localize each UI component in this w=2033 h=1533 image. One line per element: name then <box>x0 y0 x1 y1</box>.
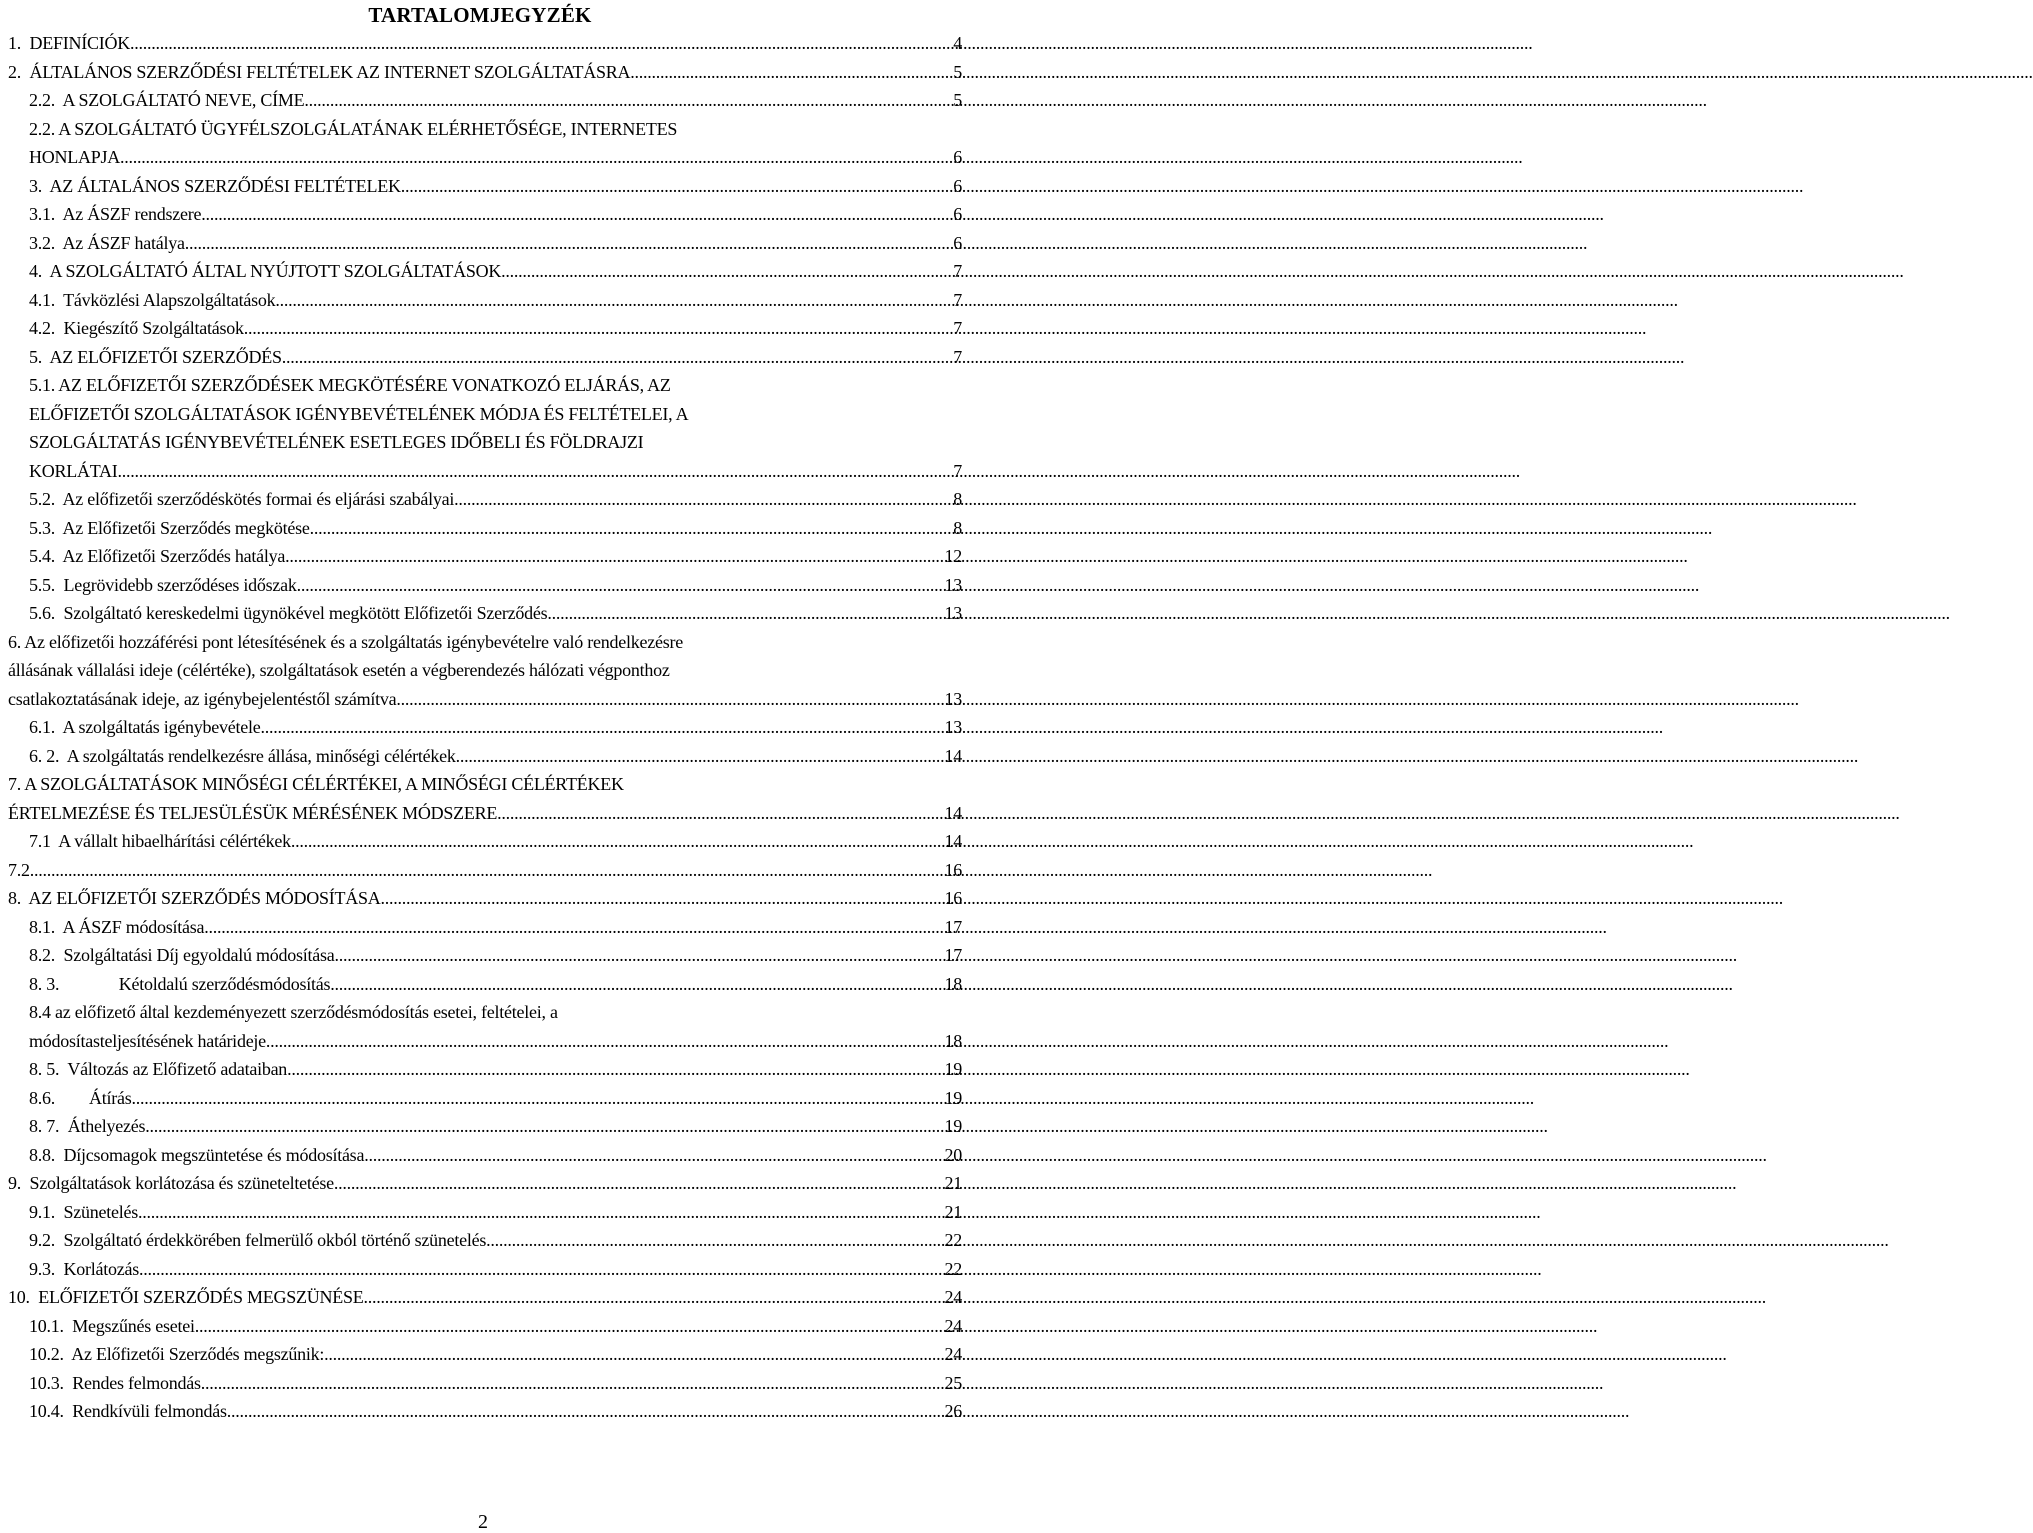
toc-page-number: 24 <box>944 1287 962 1307</box>
toc-entry[interactable] <box>8 1084 962 1113</box>
toc-entry-text: 8. AZ ELŐFIZETŐI SZERZŐDÉS MÓDOSÍTÁSA <box>8 888 381 908</box>
toc-entry-text: 2.2. A SZOLGÁLTATÓ NEVE, CÍME <box>29 90 305 110</box>
toc-entry-text: 5. AZ ELŐFIZETŐI SZERZŐDÉS <box>29 346 282 367</box>
toc-entry-text: 9.1. Szünetelés <box>29 1201 138 1222</box>
toc-entry[interactable] <box>8 257 962 286</box>
toc-page-number: 8 <box>953 517 962 538</box>
dot-leader <box>138 1198 945 1227</box>
toc-entry[interactable] <box>8 286 962 315</box>
toc-entry[interactable] <box>8 941 962 970</box>
toc-entry-text-line: 2.2. A SZOLGÁLTATÓ ÜGYFÉLSZOLGÁLATÁNAK ELÉRHETŐSÉGE, INTERNETES <box>29 118 678 139</box>
dot-leader <box>497 799 944 828</box>
toc-entry[interactable] <box>8 86 962 115</box>
toc-page-number: 5 <box>953 90 962 110</box>
toc-page-number: 16 <box>944 859 962 880</box>
toc-entry-text: 3.1. Az ÁSZF rendszere <box>29 204 202 224</box>
toc-entry[interactable] <box>8 856 962 885</box>
page-number: 2 <box>478 1511 488 1533</box>
toc-entry-text: 7.1 A vállalt hibaelhárítási célértékek <box>29 831 291 851</box>
dot-leader <box>304 86 953 115</box>
toc-entry[interactable] <box>8 970 962 999</box>
toc-page-number: 6 <box>953 175 962 196</box>
dot-leader <box>381 884 945 913</box>
toc-entry-text-line: 6. Az előfizetői hozzáférési pont létesítésének és a szolgáltatás igénybevételre való rendelkezésre <box>8 631 683 652</box>
toc-page-number: 6 <box>953 232 962 253</box>
toc-entry-text: 8.2. Szolgáltatási Díj egyoldalú módosítása <box>29 945 335 965</box>
toc-page-number: 22 <box>944 1230 962 1250</box>
toc-page-number: 17 <box>944 945 962 965</box>
toc-entry[interactable] <box>8 29 962 58</box>
dot-leader <box>401 172 954 201</box>
dot-leader <box>275 286 953 315</box>
dot-leader <box>501 257 953 286</box>
dot-leader <box>244 314 954 343</box>
dot-leader <box>139 1255 945 1284</box>
toc-page-number: 21 <box>944 1173 962 1193</box>
toc-page-number: 6 <box>953 204 962 224</box>
toc-entry[interactable] <box>8 1112 962 1141</box>
toc-entry-text: 8.6. Átírás <box>29 1087 132 1108</box>
toc-entry-text-line: ELŐFIZETŐI SZOLGÁLTATÁSOK IGÉNYBEVÉTELÉNEK MÓDJA ÉS FELTÉTELEI, A <box>29 403 689 424</box>
toc-entry-text-line: SZOLGÁLTATÁS IGÉNYBEVÉTELÉNEK ESETLEGES IDŐBELI ÉS FÖLDRAJZI <box>29 432 644 452</box>
toc-entry[interactable] <box>8 913 962 942</box>
toc-entry[interactable] <box>8 628 962 714</box>
toc-entry[interactable] <box>8 314 962 343</box>
toc-entry[interactable] <box>8 343 962 372</box>
toc-entry-text: 5.5. Legrövidebb szerződéses időszak <box>29 574 297 595</box>
toc-page-number: 13 <box>944 603 962 623</box>
dot-leader <box>185 229 954 258</box>
toc-page-number: 26 <box>944 1401 962 1421</box>
toc-entry-text: 4. A SZOLGÁLTATÓ ÁLTAL NYÚJTOTT SZOLGÁLTATÁSOK <box>29 261 502 281</box>
toc-page-number: 17 <box>944 916 962 937</box>
toc-entry[interactable] <box>8 485 962 514</box>
toc-entry-text: 6. 2. A szolgáltatás rendelkezésre állása, minőségi célértékek <box>29 745 456 766</box>
toc-entry-text: 8. 3. Kétoldalú szerződésmódosítás <box>29 973 331 994</box>
toc-entry-text: 4.2. Kiegészítő Szolgáltatások <box>29 318 244 338</box>
dot-leader <box>486 1226 944 1255</box>
toc-entry-text: 10.2. Az Előfizetői Szerződés megszűnik: <box>29 1344 325 1364</box>
toc-entry[interactable] <box>8 1169 962 1198</box>
toc-page-number: 7 <box>953 261 962 281</box>
toc-page-number: 4 <box>953 33 962 53</box>
toc-entry[interactable] <box>8 1255 962 1284</box>
dot-leader <box>195 1312 945 1341</box>
toc-entry-text: 5.6. Szolgáltató kereskedelmi ügynökével megkötött Előfizetői Szerződés <box>29 603 548 623</box>
toc-entry[interactable] <box>8 742 962 771</box>
toc-entry[interactable] <box>8 884 962 913</box>
toc-entry-text: 3.2. Az ÁSZF hatálya <box>29 232 185 253</box>
dot-leader <box>334 941 944 970</box>
toc-entry-text: KORLÁTAI <box>29 460 118 481</box>
toc-entry-text: 10. ELŐFIZETŐI SZERZŐDÉS MEGSZÜNÉSE <box>8 1287 364 1307</box>
toc-entry-text: 9.2. Szolgáltató érdekkörében felmerülő okból történő szünetelés <box>29 1230 487 1250</box>
toc-entry-text: csatlakoztatásának ideje, az igénybejelentéstől számítva <box>8 688 397 709</box>
toc-entry[interactable] <box>8 1141 962 1170</box>
toc-page-number: 22 <box>944 1258 962 1279</box>
dot-leader <box>287 1055 944 1084</box>
toc-entry[interactable] <box>8 1312 962 1341</box>
toc-entry[interactable] <box>8 571 962 600</box>
toc-page-number: 18 <box>944 973 962 994</box>
toc-page-number: 8 <box>953 489 962 509</box>
dot-leader <box>201 200 953 229</box>
toc-entry[interactable] <box>8 998 962 1055</box>
toc-entry-text: 6.1. A szolgáltatás igénybevétele <box>29 717 261 737</box>
toc-entry-text: 4.1. Távközlési Alapszolgáltatások <box>29 289 276 310</box>
toc-entry-text: 10.4. Rendkívüli felmondás <box>29 1401 227 1421</box>
toc-entry[interactable] <box>8 371 962 485</box>
dot-leader <box>145 1112 944 1141</box>
toc-entry[interactable] <box>8 514 962 543</box>
dot-leader <box>285 542 944 571</box>
toc-page-number: 18 <box>944 1030 962 1051</box>
toc-entry[interactable] <box>8 200 962 229</box>
dot-leader <box>630 58 953 87</box>
toc-page-number: 24 <box>944 1344 962 1364</box>
toc-entry[interactable] <box>8 58 962 87</box>
dot-leader <box>310 514 954 543</box>
toc-entry-text: 3. AZ ÁLTALÁNOS SZERZŐDÉSI FELTÉTELEK <box>29 175 401 196</box>
toc-entry[interactable] <box>8 172 962 201</box>
toc-entry[interactable] <box>8 1340 962 1369</box>
toc-entry-text: 8. 5. Változás az Előfizető adataiban <box>29 1059 288 1079</box>
toc-entry-text: 10.3. Rendes felmondás <box>29 1372 201 1393</box>
toc-entry[interactable] <box>8 229 962 258</box>
toc-entry-text: 10.1. Megszűnés esetei <box>29 1315 195 1336</box>
toc-entry-text: 2. ÁLTALÁNOS SZERZŐDÉSI FELTÉTELEK AZ INTERNET SZOLGÁLTATÁSRA <box>8 61 631 82</box>
dot-leader <box>260 713 944 742</box>
dot-leader <box>30 856 945 885</box>
toc-page-number: 14 <box>944 745 962 766</box>
toc-entry-text: ÉRTELMEZÉSE ÉS TELJESÜLÉSÜK MÉRÉSÉNEK MÓDSZERE <box>8 802 498 823</box>
toc-page-number: 16 <box>944 888 962 908</box>
dot-leader <box>120 143 953 172</box>
toc-entry-text-line: 7. A SZOLGÁLTATÁSOK MINŐSÉGI CÉLÉRTÉKEI, A MINŐSÉGI CÉLÉRTÉKEK <box>8 774 624 794</box>
toc-page-number: 6 <box>953 147 962 167</box>
toc-entry[interactable] <box>8 115 962 172</box>
toc-entry-text: 9.3. Korlátozás <box>29 1258 139 1279</box>
dot-leader <box>118 457 954 486</box>
dot-leader <box>204 913 944 942</box>
toc-entry[interactable] <box>8 599 962 628</box>
toc-page-number: 7 <box>953 289 962 310</box>
toc-page-number: 25 <box>944 1372 962 1393</box>
toc-entry-text: HONLAPJA <box>29 147 121 167</box>
toc-page-number: 21 <box>944 1201 962 1222</box>
dot-leader <box>297 571 945 600</box>
dot-leader <box>364 1141 944 1170</box>
toc-entry-text: 1. DEFINÍCIÓK <box>8 33 130 53</box>
toc-page-number: 7 <box>953 318 962 338</box>
toc-entry[interactable] <box>8 1226 962 1255</box>
toc-entry-text-line: 5.1. AZ ELŐFIZETŐI SZERZŐDÉSEK MEGKÖTÉSÉRE VONATKOZÓ ELJÁRÁS, AZ <box>29 375 671 395</box>
toc-heading: TARTALOMJEGYZÉK <box>368 3 592 27</box>
dot-leader <box>132 1084 945 1113</box>
toc-entry[interactable] <box>8 542 962 571</box>
toc-entry[interactable] <box>8 713 962 742</box>
toc-entry[interactable] <box>8 770 962 827</box>
toc-page-number: 24 <box>944 1315 962 1336</box>
toc-entry-text-line: állásának vállalási ideje (célértéke), szolgáltatások esetén a végberendezés hálózati végponthoz <box>8 660 670 680</box>
toc-entry-text: módosítasteljesítésének határideje <box>29 1030 266 1051</box>
toc-page-number: 7 <box>953 346 962 367</box>
toc-entry-text: 8.1. A ÁSZF módosítása <box>29 916 205 937</box>
dot-leader <box>291 827 945 856</box>
toc-page-number: 19 <box>944 1116 962 1136</box>
dot-leader <box>227 1397 945 1426</box>
toc-entry-text: 8. 7. Áthelyezés <box>29 1116 146 1136</box>
toc-page-number: 13 <box>944 717 962 737</box>
table-of-contents <box>8 29 962 1426</box>
toc-entry[interactable] <box>8 827 962 856</box>
dot-leader <box>330 970 944 999</box>
dot-leader <box>130 29 953 58</box>
toc-page-number: 12 <box>944 546 962 566</box>
toc-entry-text: 8.8. Díjcsomagok megszüntetése és módosítása <box>29 1144 365 1165</box>
toc-page-number: 19 <box>944 1087 962 1108</box>
toc-entry[interactable] <box>8 1283 962 1312</box>
toc-entry-text: 5.3. Az Előfizetői Szerződés megkötése <box>29 517 310 538</box>
dot-leader <box>396 685 944 714</box>
toc-page-number: 5 <box>953 61 962 82</box>
toc-entry[interactable] <box>8 1198 962 1227</box>
dot-leader <box>363 1283 944 1312</box>
dot-leader <box>282 343 954 372</box>
toc-entry[interactable] <box>8 1369 962 1398</box>
dot-leader <box>266 1027 945 1056</box>
toc-entry[interactable] <box>8 1055 962 1084</box>
dot-leader <box>456 742 945 771</box>
toc-page-number: 14 <box>944 831 962 851</box>
dot-leader <box>201 1369 945 1398</box>
toc-entry-text: 9. Szolgáltatások korlátozása és szüneteltetése <box>8 1173 334 1193</box>
toc-page-number: 7 <box>953 460 962 481</box>
toc-page-number: 19 <box>944 1059 962 1079</box>
toc-entry-text: 7.2 <box>8 859 30 880</box>
toc-entry[interactable] <box>8 1397 962 1426</box>
toc-page-number: 20 <box>944 1144 962 1165</box>
toc-entry-text: 5.4. Az Előfizetői Szerződés hatálya <box>29 546 286 566</box>
toc-entry-text-line: 8.4 az előfizető által kezdeményezett szerződésmódosítás esetei, feltételei, a <box>29 1002 558 1022</box>
dot-leader <box>334 1169 945 1198</box>
toc-page-number: 13 <box>944 688 962 709</box>
dot-leader <box>324 1340 944 1369</box>
toc-page-number: 13 <box>944 574 962 595</box>
dot-leader <box>454 485 953 514</box>
dot-leader <box>547 599 944 628</box>
toc-entry-text: 5.2. Az előfizetői szerződéskötés formai és eljárási szabályai <box>29 489 455 509</box>
toc-page-number: 14 <box>944 802 962 823</box>
